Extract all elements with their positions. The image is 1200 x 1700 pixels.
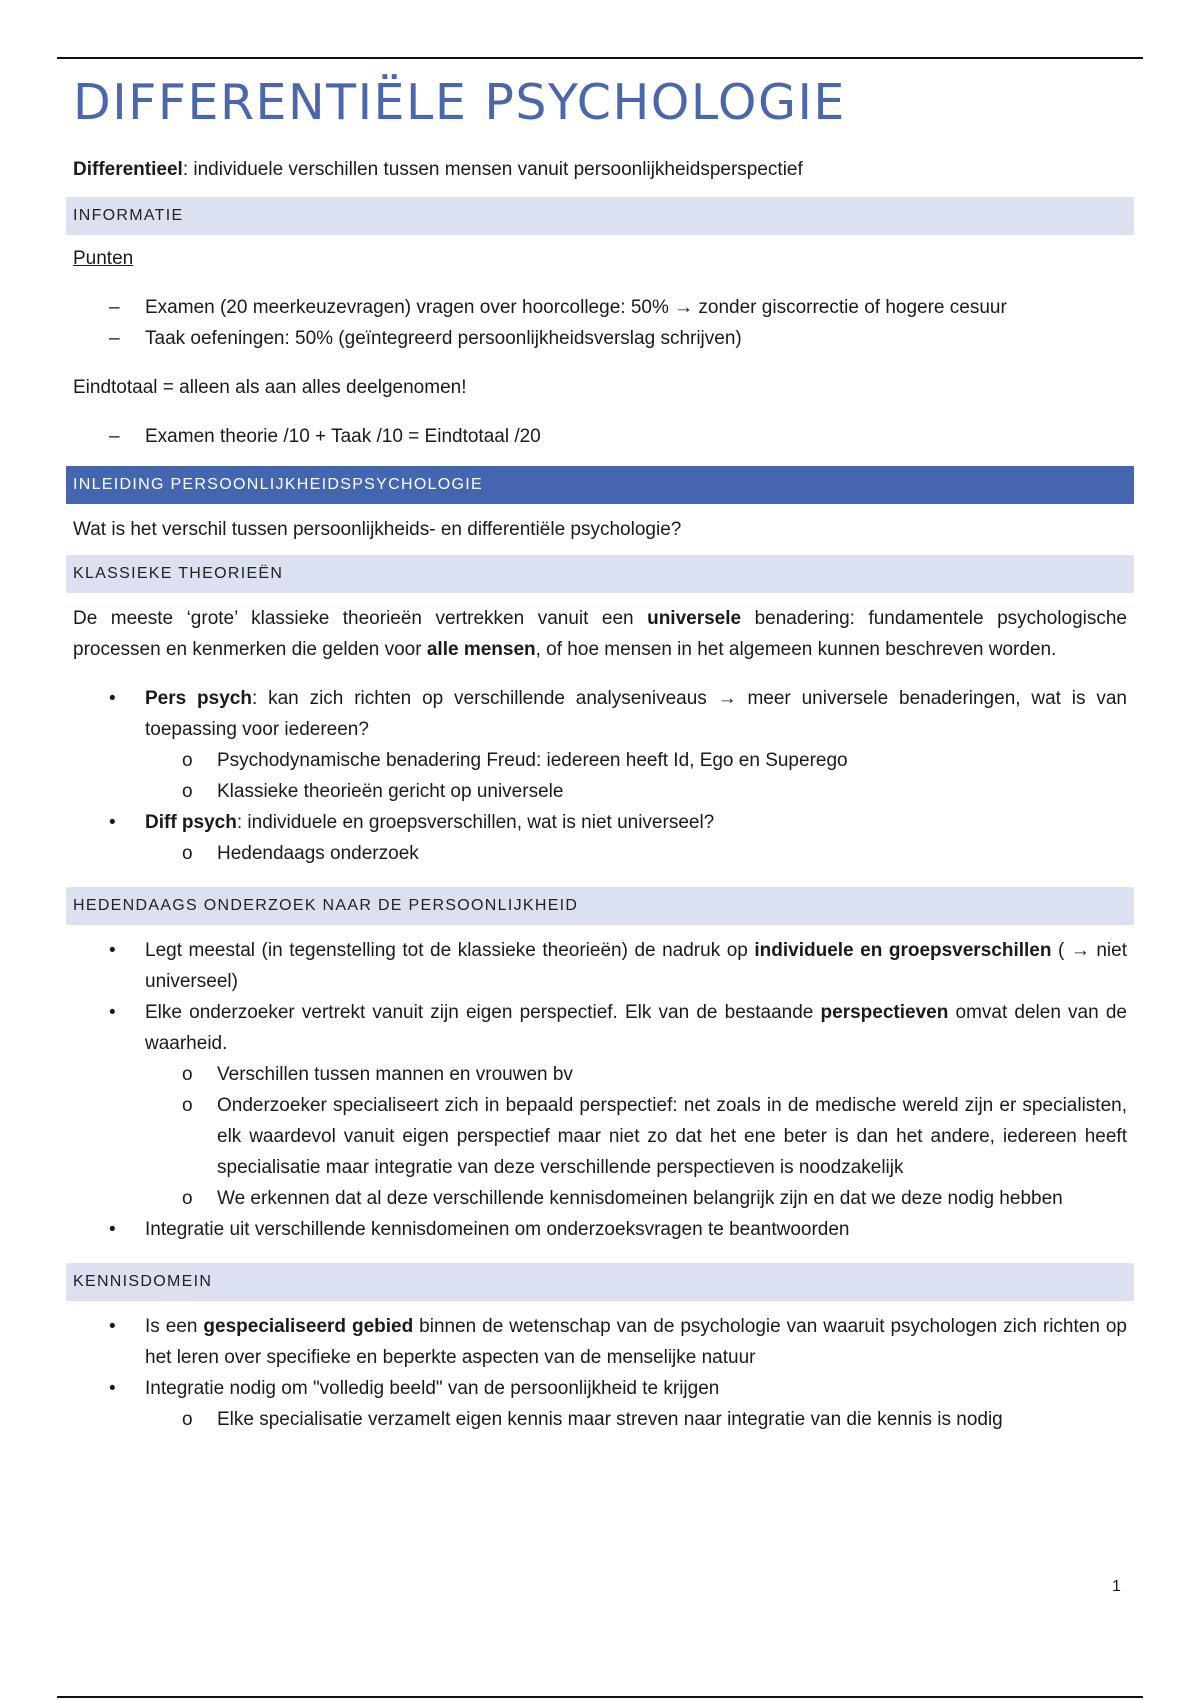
circle-marker: o bbox=[182, 781, 193, 802]
bullet-marker: • bbox=[109, 1219, 116, 1240]
list-item: • Integratie uit verschillende kennisdomeinen om onderzoeksvragen te beantwoorden bbox=[73, 1214, 1127, 1245]
section-heading-inleiding: INLEIDING PERSOONLIJKHEIDSPSYCHOLOGIE bbox=[66, 466, 1134, 504]
section-heading-klassiek: KLASSIEKE THEORIEËN bbox=[66, 555, 1134, 593]
dash-marker: – bbox=[109, 426, 120, 447]
list-item: • Diff psych: individuele en groepsverschillen, wat is niet universeel? bbox=[73, 807, 1127, 838]
bullet-marker: • bbox=[109, 1316, 116, 1337]
circle-marker: o bbox=[182, 750, 193, 771]
punten-list bbox=[73, 292, 1127, 354]
circle-marker: o bbox=[182, 1095, 193, 1116]
eindtotaal-text: Eindtotaal = alleen als aan alles deelgenomen! bbox=[73, 377, 467, 398]
bottom-rule bbox=[57, 1696, 1143, 1698]
subheading-punten: Punten bbox=[73, 248, 134, 269]
bullet-marker: • bbox=[109, 1002, 116, 1023]
section-heading-hedendaags: HEDENDAAGS ONDERZOEK NAAR DE PERSOONLIJKHEID bbox=[66, 887, 1134, 925]
list-item: • Integratie nodig om "volledig beeld" van de persoonlijkheid te krijgen bbox=[73, 1373, 1127, 1404]
intro-term: Differentieel bbox=[73, 159, 183, 180]
klassiek-list bbox=[73, 683, 1127, 869]
circle-marker: o bbox=[182, 1188, 193, 1209]
circle-marker: o bbox=[182, 1064, 193, 1085]
circle-marker: o bbox=[182, 843, 193, 864]
list-item: – Examen (20 meerkeuzevragen) vragen over hoorcollege: 50% → zonder giscorrectie of hogere cesuur bbox=[73, 292, 1127, 323]
kennisdomein-list bbox=[73, 1311, 1127, 1435]
top-rule bbox=[57, 57, 1143, 59]
bullet-marker: • bbox=[109, 1378, 116, 1399]
bullet-marker: • bbox=[109, 688, 116, 709]
list-item: o Hedendaags onderzoek bbox=[73, 838, 1127, 869]
list-item: o We erkennen dat al deze verschillende kennisdomeinen belangrijk zijn en dat we deze nodig hebben bbox=[73, 1183, 1127, 1214]
bullet-marker: • bbox=[109, 812, 116, 833]
dash-marker: – bbox=[109, 328, 120, 349]
intro-text: : individuele verschillen tussen mensen vanuit persoonlijkheidsperspectief bbox=[182, 159, 803, 180]
bullet-marker: • bbox=[109, 940, 116, 961]
list-item: o Klassieke theorieën gericht op universele bbox=[73, 776, 1127, 807]
eindtotaal-list bbox=[73, 421, 1127, 452]
inleiding-question: Wat is het verschil tussen persoonlijkheids- en differentiële psychologie? bbox=[73, 519, 682, 540]
circle-marker: o bbox=[182, 1409, 193, 1430]
document-title: DIFFERENTIËLE PSYCHOLOGIE bbox=[73, 74, 846, 131]
list-item: • Elke onderzoeker vertrekt vanuit zijn eigen perspectief. Elk van de bestaande perspectieven omvat delen van de waarheid. bbox=[73, 997, 1127, 1059]
list-item: • Legt meestal (in tegenstelling tot de klassieke theorieën) de nadruk op individuele en groepsverschillen ( → niet universeel) bbox=[73, 935, 1127, 997]
intro-definition bbox=[73, 154, 1127, 185]
hedendaags-list bbox=[73, 935, 1127, 1245]
klassiek-paragraph: De meeste ‘grote’ klassieke theorieën vertrekken vanuit een universele benadering: fundamentele psychologische processen en kenmerken die gelden voor alle mensen, of hoe mensen in het algemeen kunnen beschreven worden. bbox=[73, 608, 1127, 660]
list-item: o Psychodynamische benadering Freud: iedereen heeft Id, Ego en Superego bbox=[73, 745, 1127, 776]
list-item: o Elke specialisatie verzamelt eigen kennis maar streven naar integratie van die kennis is nodig bbox=[73, 1404, 1127, 1435]
list-item: – Examen theorie /10 + Taak /10 = Eindtotaal /20 bbox=[73, 421, 1127, 452]
list-item: • Is een gespecialiseerd gebied binnen de wetenschap van de psychologie van waaruit psychologen zich richten op het leren over specifieke en beperkte aspecten van de menselijke natuur bbox=[73, 1311, 1127, 1373]
list-item: • Pers psych: kan zich richten op verschillende analyseniveaus → meer universele benaderingen, wat is van toepassing voor iedereen? bbox=[73, 683, 1127, 745]
list-item: o Verschillen tussen mannen en vrouwen bv bbox=[73, 1059, 1127, 1090]
dash-marker: – bbox=[109, 297, 120, 318]
section-heading-informatie: INFORMATIE bbox=[66, 197, 1134, 235]
list-item: o Onderzoeker specialiseert zich in bepaald perspectief: net zoals in de medische wereld zijn er specialisten, elk waardevol vanuit eigen perspectief maar niet zo dat het ene beter is dan het andere, iedereen heeft specialisatie maar integratie van deze verschillende perspectieven is noodzakelijk bbox=[73, 1090, 1127, 1183]
section-heading-kennisdomein: KENNISDOMEIN bbox=[66, 1263, 1134, 1301]
page-number: 1 bbox=[1112, 1578, 1121, 1595]
list-item: – Taak oefeningen: 50% (geïntegreerd persoonlijkheidsverslag schrijven) bbox=[73, 323, 1127, 354]
document-content bbox=[73, 72, 1127, 1435]
